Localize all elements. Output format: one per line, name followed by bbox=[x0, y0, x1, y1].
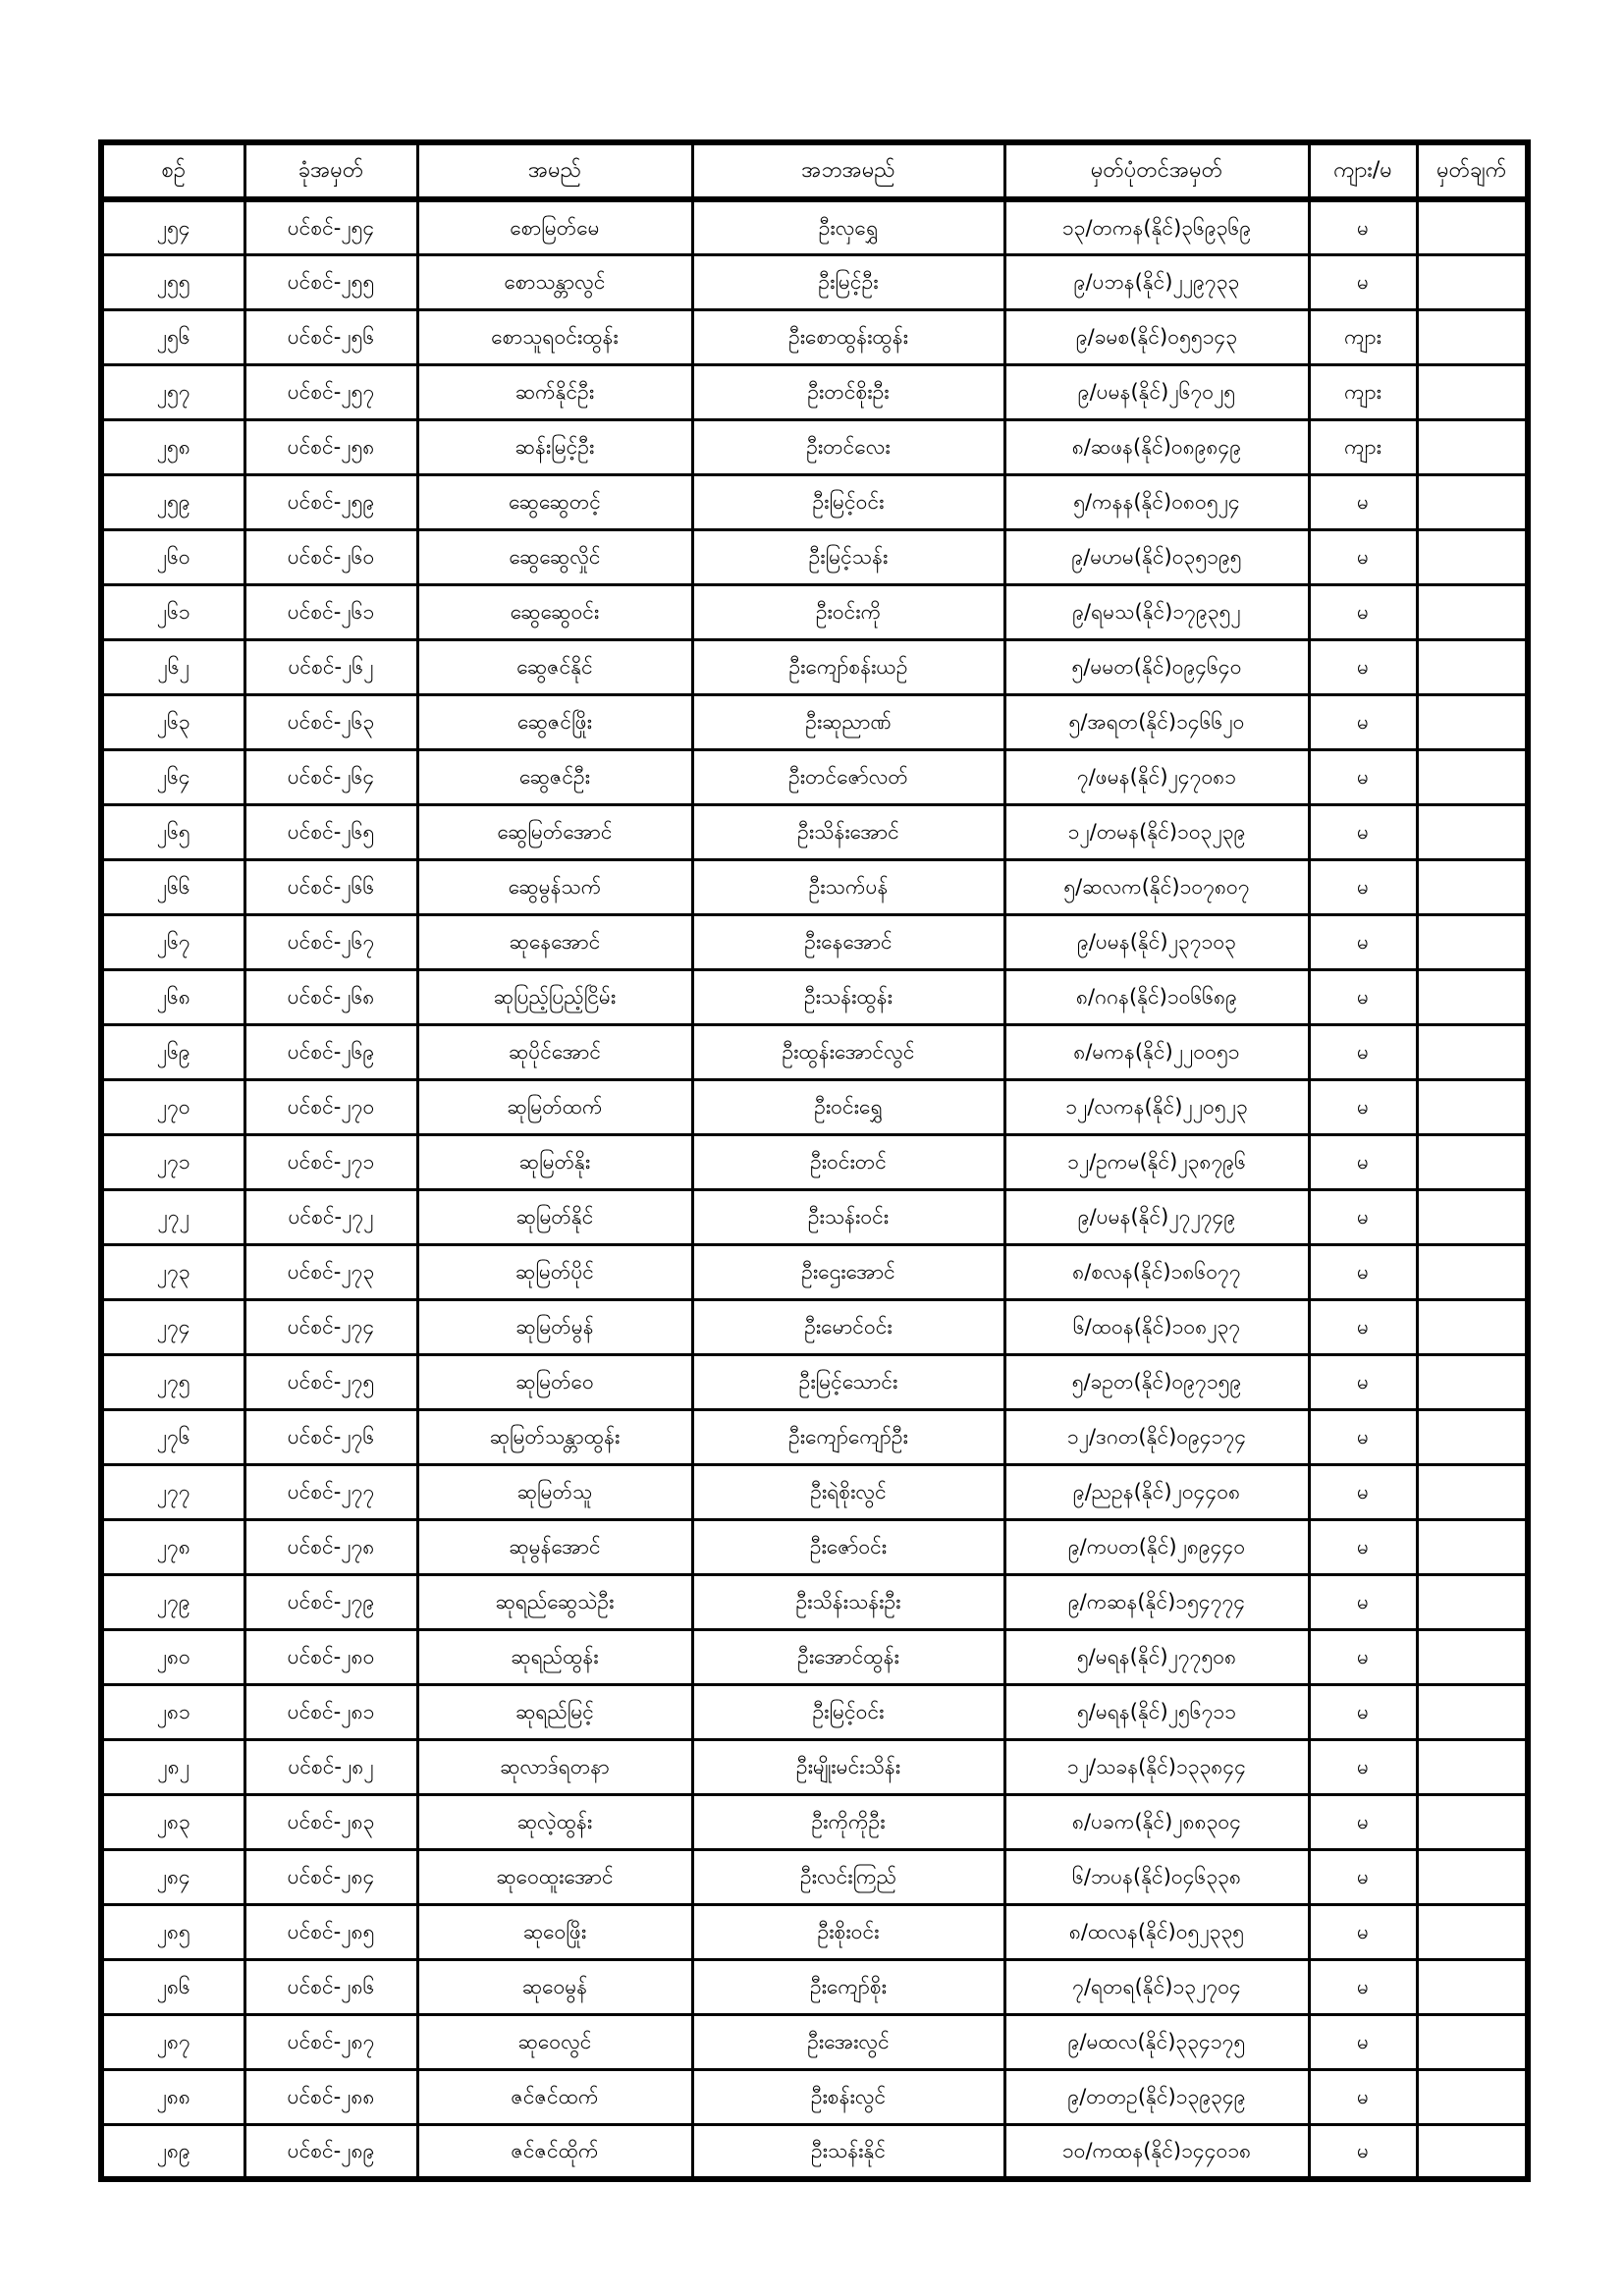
table-row bbox=[101, 1519, 1528, 1574]
name-cell: ဆွေဇင်ဖြိုး bbox=[417, 694, 692, 749]
nrc-number-cell: ၅/ကနန(နိုင်)၀၈၀၅၂၄ bbox=[1004, 474, 1309, 529]
father-name-cell: ဦးကျော်စိုး bbox=[692, 1959, 1004, 2014]
roll-number-cell: ပင်စင်-၂၅၉ bbox=[244, 474, 417, 529]
column-header: ကျား/မ bbox=[1309, 142, 1417, 199]
serial-cell: ၂၅၈ bbox=[101, 419, 244, 474]
father-name-cell: ဦးမြင့်ဝင်း bbox=[692, 1684, 1004, 1739]
serial-cell: ၂၈၄ bbox=[101, 1849, 244, 1904]
gender-cell: မ bbox=[1309, 1299, 1417, 1354]
remark-cell bbox=[1417, 584, 1528, 639]
name-cell: စောသူရဝင်းထွန်း bbox=[417, 309, 692, 364]
roll-number-cell: ပင်စင်-၂၇၀ bbox=[244, 1079, 417, 1134]
remark-cell bbox=[1417, 1574, 1528, 1629]
father-name-cell: ဦးသိန်းအောင် bbox=[692, 804, 1004, 859]
nrc-number-cell: ၉/တတဥ(နိုင်)၁၃၉၃၄၉ bbox=[1004, 2069, 1309, 2124]
father-name-cell: ဦးမျိုးမင်းသိန်း bbox=[692, 1739, 1004, 1794]
nrc-number-cell: ၈/စလန(နိုင်)၁၈၆၀၇၇ bbox=[1004, 1244, 1309, 1299]
remark-cell bbox=[1417, 254, 1528, 309]
name-cell: ဆွေဆွေတင့် bbox=[417, 474, 692, 529]
serial-cell: ၂၆၁ bbox=[101, 584, 244, 639]
nrc-number-cell: ၉/မဟမ(နိုင်)၀၃၅၁၉၅ bbox=[1004, 529, 1309, 584]
name-cell: ဇင်ဇင်ထက် bbox=[417, 2069, 692, 2124]
serial-cell: ၂၇၅ bbox=[101, 1354, 244, 1409]
roll-number-cell: ပင်စင်-၂၇၂ bbox=[244, 1189, 417, 1244]
father-name-cell: ဦးအောင်ထွန်း bbox=[692, 1629, 1004, 1684]
father-name-cell: ဦးမောင်ဝင်း bbox=[692, 1299, 1004, 1354]
table-row bbox=[101, 1134, 1528, 1189]
nrc-number-cell: ၁၀/ကထန(နိုင်)၁၄၄၀၁၈ bbox=[1004, 2124, 1309, 2179]
name-cell: ဆုမြတ်ပိုင် bbox=[417, 1244, 692, 1299]
father-name-cell: ဦးနေအောင် bbox=[692, 914, 1004, 969]
nrc-number-cell: ၇/ဖမန(နိုင်)၂၄၇၀၈၁ bbox=[1004, 749, 1309, 804]
serial-cell: ၂၅၇ bbox=[101, 364, 244, 419]
gender-cell: မ bbox=[1309, 2069, 1417, 2124]
roll-number-cell: ပင်စင်-၂၅၇ bbox=[244, 364, 417, 419]
serial-cell: ၂၈၂ bbox=[101, 1739, 244, 1794]
serial-cell: ၂၇၇ bbox=[101, 1464, 244, 1519]
gender-cell: ကျား bbox=[1309, 309, 1417, 364]
remark-cell bbox=[1417, 1409, 1528, 1464]
table-row bbox=[101, 694, 1528, 749]
gender-cell: မ bbox=[1309, 2124, 1417, 2179]
nrc-number-cell: ၈/ဆဖန(နိုင်)၀၈၉၈၄၉ bbox=[1004, 419, 1309, 474]
gender-cell: မ bbox=[1309, 914, 1417, 969]
roll-number-cell: ပင်စင်-၂၆၁ bbox=[244, 584, 417, 639]
gender-cell: ကျား bbox=[1309, 419, 1417, 474]
father-name-cell: ဦးစန်းလွင် bbox=[692, 2069, 1004, 2124]
remark-cell bbox=[1417, 1629, 1528, 1684]
name-cell: ဆုလဲ့ထွန်း bbox=[417, 1794, 692, 1849]
name-cell: ဆုမြတ်နိုင် bbox=[417, 1189, 692, 1244]
nrc-number-cell: ၅/ဆလက(နိုင်)၁၀၇၈၀၇ bbox=[1004, 859, 1309, 914]
father-name-cell: ဦးကျော်စန်းယဉ် bbox=[692, 639, 1004, 694]
table-body bbox=[101, 199, 1528, 2179]
table-row bbox=[101, 1904, 1528, 1959]
gender-cell: မ bbox=[1309, 584, 1417, 639]
gender-cell: မ bbox=[1309, 1794, 1417, 1849]
father-name-cell: ဦးသိန်းသန်းဦး bbox=[692, 1574, 1004, 1629]
serial-cell: ၂၇၂ bbox=[101, 1189, 244, 1244]
serial-cell: ၂၆၇ bbox=[101, 914, 244, 969]
table-row bbox=[101, 1574, 1528, 1629]
father-name-cell: ဦးတင်ဇော်လတ် bbox=[692, 749, 1004, 804]
serial-cell: ၂၅၄ bbox=[101, 199, 244, 254]
name-cell: ဆုရည်ဆွေသဲဦး bbox=[417, 1574, 692, 1629]
serial-cell: ၂၇၆ bbox=[101, 1409, 244, 1464]
nrc-number-cell: ၈/ထလန(နိုင်)၀၅၂၃၃၅ bbox=[1004, 1904, 1309, 1959]
roll-number-cell: ပင်စင်-၂၇၁ bbox=[244, 1134, 417, 1189]
serial-cell: ၂၈၆ bbox=[101, 1959, 244, 2014]
roll-number-cell: ပင်စင်-၂၆၀ bbox=[244, 529, 417, 584]
gender-cell: မ bbox=[1309, 1959, 1417, 2014]
nrc-number-cell: ၁၂/ဥကမ(နိုင်)၂၃၈၇၉၆ bbox=[1004, 1134, 1309, 1189]
table-row bbox=[101, 2069, 1528, 2124]
remark-cell bbox=[1417, 1794, 1528, 1849]
father-name-cell: ဦးမြင့်ဝင်း bbox=[692, 474, 1004, 529]
serial-cell: ၂၅၉ bbox=[101, 474, 244, 529]
name-cell: ဆုရည်မြင့် bbox=[417, 1684, 692, 1739]
name-cell: စောမြတ်မေ bbox=[417, 199, 692, 254]
column-header: စဉ် bbox=[101, 142, 244, 199]
father-name-cell: ဦးစိုးဝင်း bbox=[692, 1904, 1004, 1959]
table-row bbox=[101, 419, 1528, 474]
remark-cell bbox=[1417, 1959, 1528, 2014]
roll-number-cell: ပင်စင်-၂၈၆ bbox=[244, 1959, 417, 2014]
nrc-number-cell: ၅/မရန(နိုင်)၂၅၆၇၁၁ bbox=[1004, 1684, 1309, 1739]
father-name-cell: ဦးဝင်းတင် bbox=[692, 1134, 1004, 1189]
name-cell: ဆုဝေလွင် bbox=[417, 2014, 692, 2069]
name-cell: ဆုလာဒ်ရတနာ bbox=[417, 1739, 692, 1794]
father-name-cell: ဦးဇော်ဝင်း bbox=[692, 1519, 1004, 1574]
gender-cell: မ bbox=[1309, 859, 1417, 914]
serial-cell: ၂၇၀ bbox=[101, 1079, 244, 1134]
father-name-cell: ဦးသန်းဝင်း bbox=[692, 1189, 1004, 1244]
name-cell: ဆုဝေဖြိုး bbox=[417, 1904, 692, 1959]
gender-cell: မ bbox=[1309, 1354, 1417, 1409]
table-row bbox=[101, 2014, 1528, 2069]
roll-number-cell: ပင်စင်-၂၈၇ bbox=[244, 2014, 417, 2069]
table-row bbox=[101, 1739, 1528, 1794]
nrc-number-cell: ၈/ပခက(နိုင်)၂၈၈၃၀၄ bbox=[1004, 1794, 1309, 1849]
table-row bbox=[101, 1684, 1528, 1739]
remark-cell bbox=[1417, 694, 1528, 749]
serial-cell: ၂၈၉ bbox=[101, 2124, 244, 2179]
gender-cell: မ bbox=[1309, 749, 1417, 804]
column-header: အဘအမည် bbox=[692, 142, 1004, 199]
name-cell: ဆုမြတ်ဝေ bbox=[417, 1354, 692, 1409]
table-row bbox=[101, 2124, 1528, 2179]
column-header: မှတ်ချက် bbox=[1417, 142, 1528, 199]
gender-cell: ကျား bbox=[1309, 364, 1417, 419]
roll-number-cell: ပင်စင်-၂၈၉ bbox=[244, 2124, 417, 2179]
nrc-number-cell: ၉/ပမန(နိုင်)၂၃၇၁၀၃ bbox=[1004, 914, 1309, 969]
roll-number-cell: ပင်စင်-၂၆၂ bbox=[244, 639, 417, 694]
table-row bbox=[101, 639, 1528, 694]
table-header bbox=[101, 142, 1528, 199]
gender-cell: မ bbox=[1309, 1024, 1417, 1079]
serial-cell: ၂၆၈ bbox=[101, 969, 244, 1024]
name-cell: ဆန်းမြင့်ဦး bbox=[417, 419, 692, 474]
roll-number-cell: ပင်စင်-၂၆၃ bbox=[244, 694, 417, 749]
gender-cell: မ bbox=[1309, 254, 1417, 309]
table-row bbox=[101, 1079, 1528, 1134]
roll-number-cell: ပင်စင်-၂၈၀ bbox=[244, 1629, 417, 1684]
father-name-cell: ဦးကျော်ကျော်ဦး bbox=[692, 1409, 1004, 1464]
table-row bbox=[101, 1629, 1528, 1684]
serial-cell: ၂၈၃ bbox=[101, 1794, 244, 1849]
remark-cell bbox=[1417, 1134, 1528, 1189]
nrc-number-cell: ၅/အရတ(နိုင်)၁၄၆၆၂၀ bbox=[1004, 694, 1309, 749]
father-name-cell: ဦးအေးလွင် bbox=[692, 2014, 1004, 2069]
roll-number-cell: ပင်စင်-၂၈၂ bbox=[244, 1739, 417, 1794]
father-name-cell: ဦးဆုညာဏ် bbox=[692, 694, 1004, 749]
serial-cell: ၂၈၀ bbox=[101, 1629, 244, 1684]
father-name-cell: ဦးမြင့်သောင်း bbox=[692, 1354, 1004, 1409]
roll-number-cell: ပင်စင်-၂၆၉ bbox=[244, 1024, 417, 1079]
remark-cell bbox=[1417, 1739, 1528, 1794]
nrc-number-cell: ၉/ခမစ(နိုင်)၀၅၅၁၄၃ bbox=[1004, 309, 1309, 364]
remark-cell bbox=[1417, 1299, 1528, 1354]
roll-number-cell: ပင်စင်-၂၆၅ bbox=[244, 804, 417, 859]
table-row bbox=[101, 749, 1528, 804]
nrc-number-cell: ၉/ရမသ(နိုင်)၁၇၉၃၅၂ bbox=[1004, 584, 1309, 639]
nrc-number-cell: ၁၂/သခန(နိုင်)၁၃၃၈၄၄ bbox=[1004, 1739, 1309, 1794]
father-name-cell: ဦးမြင့်သန်း bbox=[692, 529, 1004, 584]
roll-number-cell: ပင်စင်-၂၈၃ bbox=[244, 1794, 417, 1849]
serial-cell: ၂၆၅ bbox=[101, 804, 244, 859]
nrc-number-cell: ၅/မရန(နိုင်)၂၇၇၅၀၈ bbox=[1004, 1629, 1309, 1684]
serial-cell: ၂၈၇ bbox=[101, 2014, 244, 2069]
roll-number-cell: ပင်စင်-၂၆၄ bbox=[244, 749, 417, 804]
roll-number-cell: ပင်စင်-၂၅၄ bbox=[244, 199, 417, 254]
name-cell: ဆွေဇင်နိုင် bbox=[417, 639, 692, 694]
nrc-number-cell: ၉/မထလ(နိုင်)၃၃၄၁၇၅ bbox=[1004, 2014, 1309, 2069]
remark-cell bbox=[1417, 1024, 1528, 1079]
roll-number-cell: ပင်စင်-၂၅၆ bbox=[244, 309, 417, 364]
gender-cell: မ bbox=[1309, 1684, 1417, 1739]
table-row bbox=[101, 254, 1528, 309]
nrc-number-cell: ၁၃/တကန(နိုင်)၃၆၉၃၆၉ bbox=[1004, 199, 1309, 254]
roll-number-cell: ပင်စင်-၂၇၇ bbox=[244, 1464, 417, 1519]
father-name-cell: ဦးထွန်းအောင်လွင် bbox=[692, 1024, 1004, 1079]
remark-cell bbox=[1417, 1244, 1528, 1299]
name-cell: ဆုမြတ်နိုး bbox=[417, 1134, 692, 1189]
roll-number-cell: ပင်စင်-၂၈၅ bbox=[244, 1904, 417, 1959]
father-name-cell: ဦးဌေးအောင် bbox=[692, 1244, 1004, 1299]
table-row bbox=[101, 1409, 1528, 1464]
gender-cell: မ bbox=[1309, 969, 1417, 1024]
gender-cell: မ bbox=[1309, 199, 1417, 254]
remark-cell bbox=[1417, 969, 1528, 1024]
serial-cell: ၂၇၈ bbox=[101, 1519, 244, 1574]
pension-register-table bbox=[98, 139, 1531, 2182]
remark-cell bbox=[1417, 364, 1528, 419]
father-name-cell: ဦးသန်းနိုင် bbox=[692, 2124, 1004, 2179]
nrc-number-cell: ၉/ပမန(နိုင်)၂၇၂၇၄၉ bbox=[1004, 1189, 1309, 1244]
name-cell: ဆုမြတ်သူ bbox=[417, 1464, 692, 1519]
serial-cell: ၂၈၁ bbox=[101, 1684, 244, 1739]
name-cell: ဆက်နိုင်ဦး bbox=[417, 364, 692, 419]
serial-cell: ၂၇၉ bbox=[101, 1574, 244, 1629]
name-cell: ဆုမြတ်သန္တာထွန်း bbox=[417, 1409, 692, 1464]
table-row bbox=[101, 1244, 1528, 1299]
gender-cell: မ bbox=[1309, 1739, 1417, 1794]
serial-cell: ၂၅၆ bbox=[101, 309, 244, 364]
roll-number-cell: ပင်စင်-၂၇၉ bbox=[244, 1574, 417, 1629]
nrc-number-cell: ၉/ကဆန(နိုင်)၁၅၄၇၇၄ bbox=[1004, 1574, 1309, 1629]
roll-number-cell: ပင်စင်-၂၇၈ bbox=[244, 1519, 417, 1574]
remark-cell bbox=[1417, 2124, 1528, 2179]
father-name-cell: ဦးလှရွှေ bbox=[692, 199, 1004, 254]
name-cell: ဇင်ဇင်ထိုက် bbox=[417, 2124, 692, 2179]
serial-cell: ၂၇၄ bbox=[101, 1299, 244, 1354]
remark-cell bbox=[1417, 2069, 1528, 2124]
gender-cell: မ bbox=[1309, 1519, 1417, 1574]
nrc-number-cell: ၁၂/ဒဂတ(နိုင်)၀၉၄၁၇၄ bbox=[1004, 1409, 1309, 1464]
name-cell: ဆုပိုင်အောင် bbox=[417, 1024, 692, 1079]
table-row bbox=[101, 1794, 1528, 1849]
gender-cell: မ bbox=[1309, 1574, 1417, 1629]
roll-number-cell: ပင်စင်-၂၆၆ bbox=[244, 859, 417, 914]
father-name-cell: ဦးကိုကိုဦး bbox=[692, 1794, 1004, 1849]
gender-cell: မ bbox=[1309, 1849, 1417, 1904]
gender-cell: မ bbox=[1309, 1079, 1417, 1134]
roll-number-cell: ပင်စင်-၂၈၈ bbox=[244, 2069, 417, 2124]
remark-cell bbox=[1417, 309, 1528, 364]
gender-cell: မ bbox=[1309, 694, 1417, 749]
nrc-number-cell: ၇/ရတရ(နိုင်)၁၃၂၇၀၄ bbox=[1004, 1959, 1309, 2014]
remark-cell bbox=[1417, 1079, 1528, 1134]
table-row bbox=[101, 364, 1528, 419]
father-name-cell: ဦးဝင်းကို bbox=[692, 584, 1004, 639]
table-row bbox=[101, 1189, 1528, 1244]
name-cell: ဆွေမွန်သက် bbox=[417, 859, 692, 914]
remark-cell bbox=[1417, 859, 1528, 914]
name-cell: ဆုရည်ထွန်း bbox=[417, 1629, 692, 1684]
father-name-cell: ဦးသန်းထွန်း bbox=[692, 969, 1004, 1024]
column-header: ခုံအမှတ် bbox=[244, 142, 417, 199]
remark-cell bbox=[1417, 1189, 1528, 1244]
remark-cell bbox=[1417, 914, 1528, 969]
nrc-number-cell: ၆/ထဝန(နိုင်)၁၀၈၂၃၇ bbox=[1004, 1299, 1309, 1354]
roll-number-cell: ပင်စင်-၂၆၇ bbox=[244, 914, 417, 969]
father-name-cell: ဦးတင်လေး bbox=[692, 419, 1004, 474]
nrc-number-cell: ၉/ပမန(နိုင်)၂၆၇၀၂၅ bbox=[1004, 364, 1309, 419]
name-cell: ဆွေဆွေလှိုင် bbox=[417, 529, 692, 584]
serial-cell: ၂၈၅ bbox=[101, 1904, 244, 1959]
table-row bbox=[101, 529, 1528, 584]
father-name-cell: ဦးစောထွန်းထွန်း bbox=[692, 309, 1004, 364]
name-cell: ဆုမြတ်မွန် bbox=[417, 1299, 692, 1354]
name-cell: စောသန္တာလွင် bbox=[417, 254, 692, 309]
column-header: အမည် bbox=[417, 142, 692, 199]
table-row bbox=[101, 1464, 1528, 1519]
table-row bbox=[101, 199, 1528, 254]
nrc-number-cell: ၁၂/လကန(နိုင်)၂၂၀၅၂၃ bbox=[1004, 1079, 1309, 1134]
table-row bbox=[101, 1959, 1528, 2014]
remark-cell bbox=[1417, 2014, 1528, 2069]
remark-cell bbox=[1417, 639, 1528, 694]
name-cell: ဆုပြည့်ပြည့်ငြိမ်း bbox=[417, 969, 692, 1024]
name-cell: ဆုမြတ်ထက် bbox=[417, 1079, 692, 1134]
gender-cell: မ bbox=[1309, 474, 1417, 529]
serial-cell: ၂၆၆ bbox=[101, 859, 244, 914]
remark-cell bbox=[1417, 529, 1528, 584]
father-name-cell: ဦးမြင့်ဦး bbox=[692, 254, 1004, 309]
name-cell: ဆုနေအောင် bbox=[417, 914, 692, 969]
gender-cell: မ bbox=[1309, 1904, 1417, 1959]
table-row bbox=[101, 584, 1528, 639]
nrc-number-cell: ၉/ညဥန(နိုင်)၂၀၄၄၀၈ bbox=[1004, 1464, 1309, 1519]
nrc-number-cell: ၉/ကပတ(နိုင်)၂၈၉၄၄၀ bbox=[1004, 1519, 1309, 1574]
remark-cell bbox=[1417, 1849, 1528, 1904]
name-cell: ဆွေဇင်ဦး bbox=[417, 749, 692, 804]
serial-cell: ၂၇၃ bbox=[101, 1244, 244, 1299]
name-cell: ဆုဝေမွန် bbox=[417, 1959, 692, 2014]
gender-cell: မ bbox=[1309, 2014, 1417, 2069]
serial-cell: ၂၅၅ bbox=[101, 254, 244, 309]
nrc-number-cell: ၅/ခဥတ(နိုင်)၀၉၇၁၅၉ bbox=[1004, 1354, 1309, 1409]
remark-cell bbox=[1417, 804, 1528, 859]
serial-cell: ၂၆၄ bbox=[101, 749, 244, 804]
table-row bbox=[101, 474, 1528, 529]
father-name-cell: ဦးရဲစိုးလွင် bbox=[692, 1464, 1004, 1519]
gender-cell: မ bbox=[1309, 639, 1417, 694]
gender-cell: မ bbox=[1309, 1244, 1417, 1299]
nrc-number-cell: ၈/ဂဂန(နိုင်)၁၀၆၆၈၉ bbox=[1004, 969, 1309, 1024]
father-name-cell: ဦးတင်စိုးဦး bbox=[692, 364, 1004, 419]
table-row bbox=[101, 914, 1528, 969]
table-row bbox=[101, 859, 1528, 914]
gender-cell: မ bbox=[1309, 1629, 1417, 1684]
nrc-number-cell: ၆/ဘပန(နိုင်)၀၄၆၃၃၈ bbox=[1004, 1849, 1309, 1904]
gender-cell: မ bbox=[1309, 1189, 1417, 1244]
father-name-cell: ဦးသက်ပန် bbox=[692, 859, 1004, 914]
nrc-number-cell: ၈/မကန(နိုင်)၂၂၀၀၅၁ bbox=[1004, 1024, 1309, 1079]
remark-cell bbox=[1417, 1904, 1528, 1959]
remark-cell bbox=[1417, 419, 1528, 474]
table-row bbox=[101, 1299, 1528, 1354]
gender-cell: မ bbox=[1309, 1464, 1417, 1519]
roll-number-cell: ပင်စင်-၂၇၄ bbox=[244, 1299, 417, 1354]
roll-number-cell: ပင်စင်-၂၈၄ bbox=[244, 1849, 417, 1904]
father-name-cell: ဦးလင်းကြည် bbox=[692, 1849, 1004, 1904]
roll-number-cell: ပင်စင်-၂၇၅ bbox=[244, 1354, 417, 1409]
serial-cell: ၂၆၂ bbox=[101, 639, 244, 694]
name-cell: ဆုမွန်အောင် bbox=[417, 1519, 692, 1574]
remark-cell bbox=[1417, 1684, 1528, 1739]
table-row bbox=[101, 1849, 1528, 1904]
table-row bbox=[101, 1354, 1528, 1409]
roll-number-cell: ပင်စင်-၂၆၈ bbox=[244, 969, 417, 1024]
nrc-number-cell: ၅/မမတ(နိုင်)၀၉၄၆၄၀ bbox=[1004, 639, 1309, 694]
header-row bbox=[101, 142, 1528, 199]
gender-cell: မ bbox=[1309, 1409, 1417, 1464]
name-cell: ဆုဝေထူးအောင် bbox=[417, 1849, 692, 1904]
column-header: မှတ်ပုံတင်အမှတ် bbox=[1004, 142, 1309, 199]
name-cell: ဆွေမြတ်အောင် bbox=[417, 804, 692, 859]
serial-cell: ၂၈၈ bbox=[101, 2069, 244, 2124]
roll-number-cell: ပင်စင်-၂၇၃ bbox=[244, 1244, 417, 1299]
serial-cell: ၂၇၁ bbox=[101, 1134, 244, 1189]
serial-cell: ၂၆၀ bbox=[101, 529, 244, 584]
table-row bbox=[101, 969, 1528, 1024]
gender-cell: မ bbox=[1309, 1134, 1417, 1189]
serial-cell: ၂၆၉ bbox=[101, 1024, 244, 1079]
father-name-cell: ဦးဝင်းရွှေ bbox=[692, 1079, 1004, 1134]
name-cell: ဆွေဆွေဝင်း bbox=[417, 584, 692, 639]
table-row bbox=[101, 1024, 1528, 1079]
table-row bbox=[101, 309, 1528, 364]
nrc-number-cell: ၉/ပဘန(နိုင်)၂၂၉၇၃၃ bbox=[1004, 254, 1309, 309]
remark-cell bbox=[1417, 1464, 1528, 1519]
roll-number-cell: ပင်စင်-၂၅၅ bbox=[244, 254, 417, 309]
table-row bbox=[101, 804, 1528, 859]
remark-cell bbox=[1417, 749, 1528, 804]
roll-number-cell: ပင်စင်-၂၈၁ bbox=[244, 1684, 417, 1739]
roll-number-cell: ပင်စင်-၂၅၈ bbox=[244, 419, 417, 474]
nrc-number-cell: ၁၂/တမန(နိုင်)၁၀၃၂၃၉ bbox=[1004, 804, 1309, 859]
gender-cell: မ bbox=[1309, 529, 1417, 584]
roll-number-cell: ပင်စင်-၂၇၆ bbox=[244, 1409, 417, 1464]
remark-cell bbox=[1417, 1354, 1528, 1409]
remark-cell bbox=[1417, 199, 1528, 254]
gender-cell: မ bbox=[1309, 804, 1417, 859]
remark-cell bbox=[1417, 474, 1528, 529]
serial-cell: ၂၆၃ bbox=[101, 694, 244, 749]
remark-cell bbox=[1417, 1519, 1528, 1574]
